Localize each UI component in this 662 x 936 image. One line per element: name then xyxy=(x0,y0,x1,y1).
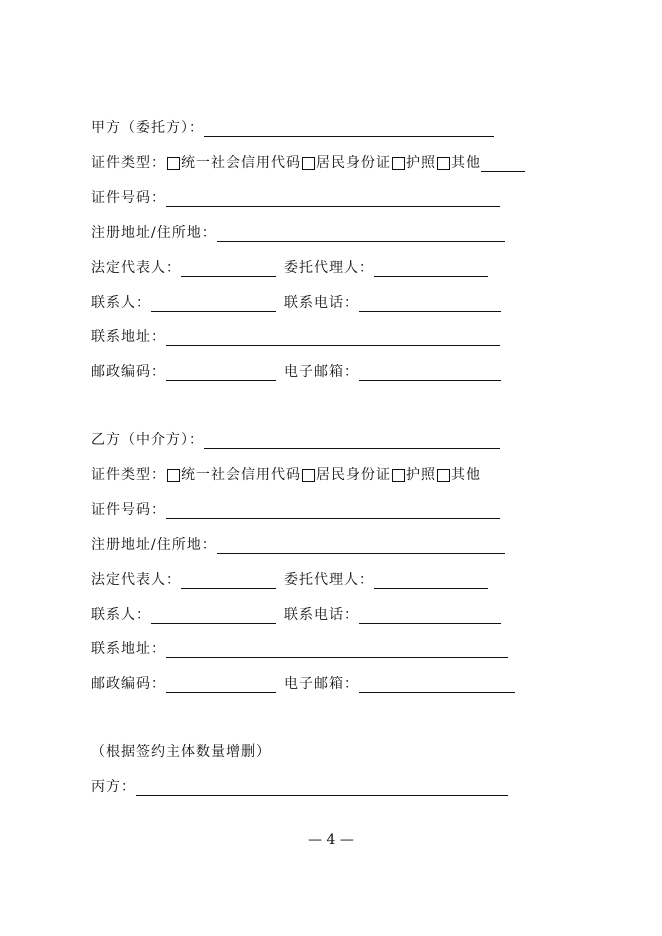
option-other: 其他 xyxy=(451,155,481,171)
contact-label: 联系人： xyxy=(91,607,151,623)
checkbox-passport[interactable] xyxy=(392,157,405,170)
agent-label: 委托代理人： xyxy=(284,260,374,276)
option-passport: 护照 xyxy=(406,155,436,171)
party-b-rep-row xyxy=(91,565,496,589)
postcode-label: 邮政编码： xyxy=(91,676,166,692)
id-number-label: 证件号码： xyxy=(91,502,166,518)
id-type-label: 证件类型： xyxy=(91,467,166,483)
party-a-contact-address-row xyxy=(91,322,508,346)
id-number-field[interactable] xyxy=(166,502,500,519)
contact-field[interactable] xyxy=(151,607,276,624)
party-a-rep-row xyxy=(91,253,496,277)
party-c-name-field[interactable] xyxy=(136,779,508,796)
party-b-contact-row xyxy=(91,600,509,624)
phone-label: 联系电话： xyxy=(284,607,359,623)
contact-label: 联系人： xyxy=(91,295,151,311)
legal-rep-label: 法定代表人： xyxy=(91,572,181,588)
contact-address-label: 联系地址： xyxy=(91,641,166,657)
party-c-title-row xyxy=(91,772,516,796)
note-text: （根据签约主体数量增删） xyxy=(91,744,271,760)
legal-rep-field[interactable] xyxy=(181,260,276,277)
party-b-address-row xyxy=(91,530,513,554)
party-a-contact-row xyxy=(91,288,509,312)
agent-field[interactable] xyxy=(374,260,488,277)
party-a-title-row xyxy=(91,113,502,137)
note-row xyxy=(91,737,271,761)
party-a-postcode-row xyxy=(91,357,509,381)
party-a-id-type-row xyxy=(91,148,525,172)
party-a-address-row xyxy=(91,218,513,242)
other-id-field[interactable] xyxy=(481,155,525,172)
option-id-card: 居民身份证 xyxy=(316,155,391,171)
option-passport: 护照 xyxy=(406,467,436,483)
party-b-contact-address-row xyxy=(91,634,516,658)
checkbox-id-card[interactable] xyxy=(302,157,315,170)
phone-field[interactable] xyxy=(359,607,501,624)
id-number-label: 证件号码： xyxy=(91,190,166,206)
phone-label: 联系电话： xyxy=(284,295,359,311)
legal-rep-field[interactable] xyxy=(181,572,276,589)
party-a-name-field[interactable] xyxy=(204,120,494,137)
contact-address-field[interactable] xyxy=(166,641,508,658)
id-number-field[interactable] xyxy=(166,190,500,207)
email-label: 电子邮箱： xyxy=(284,676,359,692)
party-b-title-row xyxy=(91,425,508,449)
party-b-title: 乙方（中介方）： xyxy=(91,432,204,448)
checkbox-passport[interactable] xyxy=(392,469,405,482)
party-b-postcode-row xyxy=(91,669,523,693)
email-label: 电子邮箱： xyxy=(284,364,359,380)
address-field[interactable] xyxy=(217,225,505,242)
checkbox-other[interactable] xyxy=(437,157,450,170)
postcode-field[interactable] xyxy=(166,364,276,381)
party-c-title: 丙方： xyxy=(91,779,136,795)
party-a-title: 甲方（委托方）： xyxy=(91,120,204,136)
checkbox-credit-code[interactable] xyxy=(167,157,180,170)
option-other: 其他 xyxy=(451,467,481,483)
option-credit-code: 统一社会信用代码 xyxy=(181,467,301,483)
party-b-name-field[interactable] xyxy=(204,432,500,449)
address-field[interactable] xyxy=(217,537,505,554)
checkbox-other[interactable] xyxy=(437,469,450,482)
phone-field[interactable] xyxy=(359,295,501,312)
checkbox-credit-code[interactable] xyxy=(167,469,180,482)
contact-field[interactable] xyxy=(151,295,276,312)
page-number: — 4 — xyxy=(308,832,354,848)
contact-address-field[interactable] xyxy=(166,329,500,346)
agent-label: 委托代理人： xyxy=(284,572,374,588)
address-label: 注册地址/住所地： xyxy=(91,225,217,241)
email-field[interactable] xyxy=(359,676,515,693)
option-credit-code: 统一社会信用代码 xyxy=(181,155,301,171)
address-label: 注册地址/住所地： xyxy=(91,537,217,553)
contact-address-label: 联系地址： xyxy=(91,329,166,345)
id-type-label: 证件类型： xyxy=(91,155,166,171)
legal-rep-label: 法定代表人： xyxy=(91,260,181,276)
party-b-id-type-row xyxy=(91,460,481,484)
agent-field[interactable] xyxy=(374,572,488,589)
option-id-card: 居民身份证 xyxy=(316,467,391,483)
postcode-field[interactable] xyxy=(166,676,276,693)
checkbox-id-card[interactable] xyxy=(302,469,315,482)
email-field[interactable] xyxy=(359,364,501,381)
party-b-id-number-row xyxy=(91,495,508,519)
party-a-id-number-row xyxy=(91,183,508,207)
postcode-label: 邮政编码： xyxy=(91,364,166,380)
